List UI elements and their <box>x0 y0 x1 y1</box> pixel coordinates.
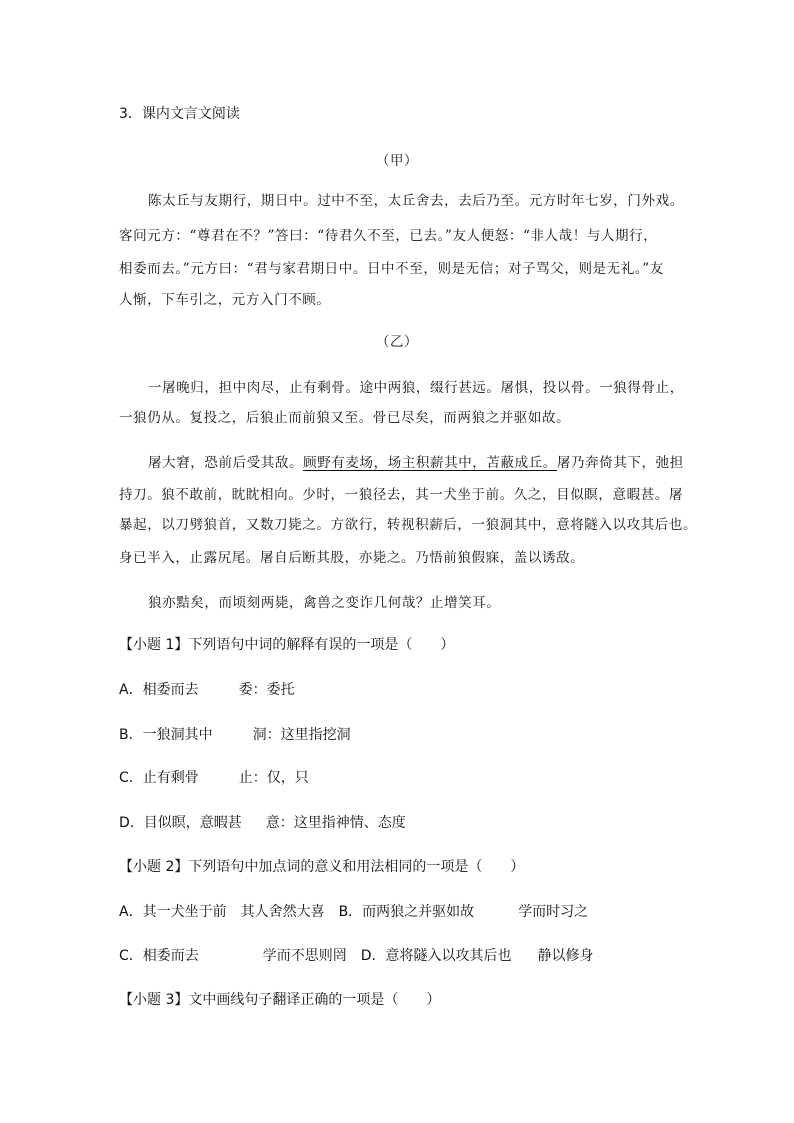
option-note: 意：这里指神情、态度 <box>265 815 406 831</box>
option-label: B．一狼洞其中 <box>119 727 213 743</box>
passage-b-underlined-line <box>148 451 794 471</box>
option-label: A．相委而去 <box>119 682 199 698</box>
option-pair: 学而时习之 <box>518 904 589 920</box>
section-heading: 3．课内文言文阅读 <box>119 106 240 122</box>
passage-b-line: 一屠晚归，担中肉尽，止有剩骨。途中两狼，缀行甚远。屠惧，投以骨。一狼得骨止， <box>148 380 684 396</box>
option-note: 洞：这里指挖洞 <box>252 727 351 743</box>
question-3-title: 【小题 3】文中画线句子翻译正确的一项是（ ） <box>119 992 441 1008</box>
q1-option-d <box>119 812 794 832</box>
option-label: C．止有剩骨 <box>119 770 199 786</box>
q1-option-c <box>119 767 794 787</box>
passage-a-line: 客问元方：“尊君在不？”答曰：“待君久不至，已去。”友人便怒：“非人哉！与人期行， <box>119 228 658 244</box>
option-label: D．目似瞑，意暇甚 <box>119 815 242 831</box>
option-label: C．相委而去 <box>119 948 199 964</box>
passage-b-line: 狼亦黠矣，而顷刻两毙，禽兽之变诈几何哉？止增笑耳。 <box>148 595 501 611</box>
option-pair: 静以修身 <box>537 948 594 964</box>
option-label: D．意将隧入以攻其后也 <box>360 948 512 964</box>
q1-option-b <box>119 724 794 744</box>
question-1-title: 【小题 1】下列语句中词的解释有误的一项是（ ） <box>119 637 455 653</box>
text-segment: 屠乃奔倚其下，弛担 <box>556 455 684 471</box>
passage-a-label: （甲） <box>375 153 419 169</box>
option-label: A．其一犬坐于前 <box>119 904 227 920</box>
passage-b-line: 暴起，以刀劈狼首，又数刀毙之。方欲行，转视积薪后，一狼洞其中，意将隧入以攻其后也。 <box>119 517 698 533</box>
option-pair: 其人舍然大喜 <box>240 904 325 920</box>
option-pair: 学而不思则罔 <box>262 948 347 964</box>
passage-a-line: 陈太丘与友期行，期日中。过中不至，太丘舍去，去后乃至。元方时年七岁，门外戏。 <box>148 193 684 209</box>
passage-b-line: 一狼仍从。复投之，后狼止而前狼又至。骨已尽矣，而两狼之并驱如故。 <box>119 410 571 426</box>
passage-b-line: 持刀。狼不敢前，眈眈相向。少时，一狼径去，其一犬坐于前。久之，目似瞑，意暇甚。屠 <box>119 487 683 503</box>
passage-a-line: 相委而去。”元方曰：“君与家君期日中。日中不至，则是无信；对子骂父，则是无礼。”友 <box>119 261 664 277</box>
text-segment: 屠大窘，恐前后受其敌。 <box>148 455 304 471</box>
option-note: 止：仅，只 <box>238 770 309 786</box>
passage-b-label: （乙） <box>375 334 419 350</box>
q2-row-1 <box>119 901 794 921</box>
question-2-title: 【小题 2】下列语句中加点词的意义和用法相同的一项是（ ） <box>119 859 525 875</box>
option-note: 委：委托 <box>238 682 295 698</box>
option-label: B．而两狼之并驱如故 <box>338 904 475 920</box>
passage-a-line: 人惭，下车引之，元方入门不顾。 <box>119 292 331 308</box>
passage-b-line: 身已半入，止露尻尾。屠自后断其股，亦毙之。乃悟前狼假寐，盖以诱敌。 <box>119 550 585 566</box>
q2-row-2 <box>119 945 794 965</box>
underlined-sentence: 顾野有麦场，场主积薪其中，苫蔽成丘。 <box>303 455 557 471</box>
q1-option-a <box>119 679 794 699</box>
